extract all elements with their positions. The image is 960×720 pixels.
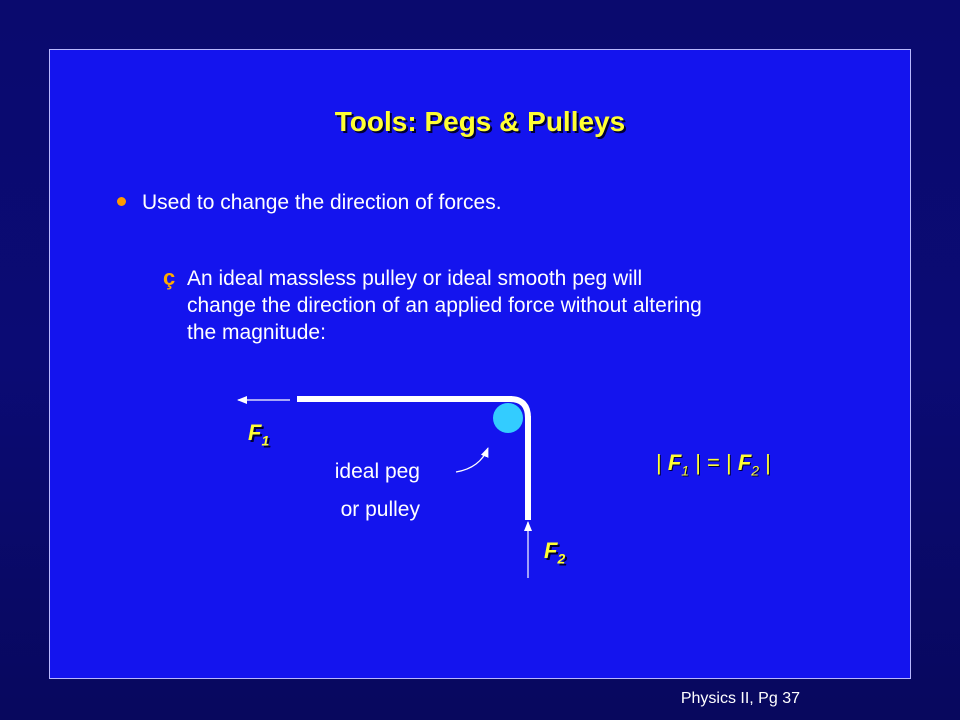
force-1-label	[248, 420, 269, 448]
force-2-subscript: 2	[557, 550, 566, 567]
force-2-label	[544, 538, 565, 566]
force-1-letter: F	[248, 420, 262, 445]
peg-label-pointer	[456, 448, 488, 472]
equation-equals: | = |	[689, 450, 738, 475]
sub-bullet-line: An ideal massless pulley or ideal smooth peg will	[187, 267, 643, 290]
slide-title: Tools: Pegs & Pulleys	[334, 106, 626, 137]
sub-bullet-arrow-icon: ç	[163, 265, 176, 290]
peg-label-line-2: or pulley	[340, 498, 420, 521]
bullet-text: Used to change the direction of forces.	[142, 191, 502, 214]
sub-bullet-line: change the direction of an applied force without altering	[187, 294, 702, 317]
magnitude-equation	[656, 450, 771, 478]
sub-bullet-line: the magnitude:	[187, 321, 326, 344]
force-1-subscript: 1	[261, 432, 270, 449]
equation-sub-1: 1	[681, 462, 690, 479]
equation-var-1: F	[667, 450, 682, 475]
equation-var-2: F	[737, 450, 752, 475]
force-2-letter: F	[544, 538, 558, 563]
peg-label-line-1: ideal peg	[334, 460, 420, 483]
peg-icon	[493, 403, 523, 433]
equation-bar: |	[759, 450, 771, 475]
page-footer: Physics II, Pg 37	[680, 690, 800, 707]
equation-sub-2: 2	[751, 462, 760, 479]
equation-bar: |	[656, 450, 668, 475]
